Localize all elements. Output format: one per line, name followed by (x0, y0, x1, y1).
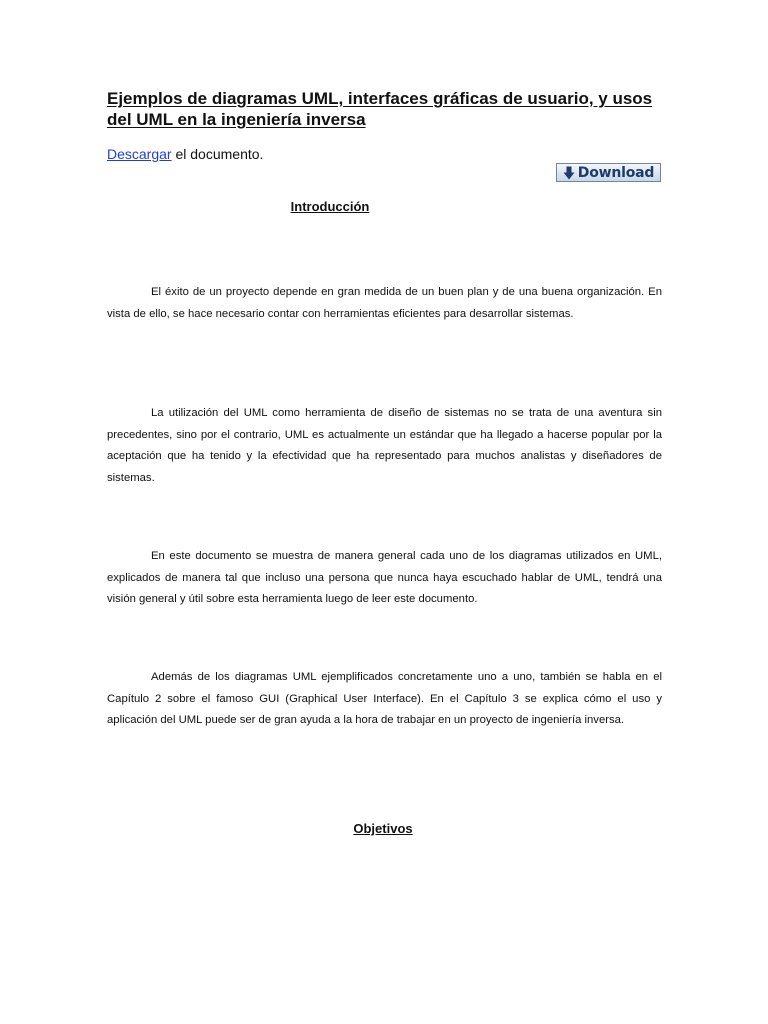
paragraph-3: En este documento se muestra de manera general cada uno de los diagramas utilizados en UML, explicados de manera tal que incluso una persona que nunca haya escuchado hablar de UML, tendrá una visión general y útil sobre esta herramienta luego de leer este documento. (107, 550, 662, 605)
section-heading-objetivos: Objetivos (353, 821, 413, 836)
paragraph-2: La utilización del UML como herramienta de diseño de sistemas no se trata de una aventura sin precedentes, sino por el contrario, UML es actualmente un estándar que ha llegado a hacerse popular por la aceptación que ha tenido y la efectividad que ha representado para muchos analistas y diseñadores de sistemas. (107, 407, 662, 484)
document-title: Ejemplos de diagramas UML, interfaces gráficas de usuario, y usos del UML en la ingeniería inversa (107, 89, 653, 129)
download-button[interactable] (556, 163, 661, 182)
download-line (107, 145, 263, 163)
paragraph-4: Además de los diagramas UML ejemplificados concretamente uno a uno, también se habla en el Capítulo 2 sobre el famoso GUI (Graphical User Interface). En el Capítulo 3 se explica cómo el uso y aplicación del UML puede ser de gran ayuda a la hora de trabajar en un proyecto de ingeniería inversa. (107, 671, 662, 726)
section-heading-introduccion: Introducción (290, 199, 370, 214)
download-button-label: Download (577, 164, 655, 181)
download-line-suffix: el documento. (171, 146, 264, 162)
paragraph-1: El éxito de un proyecto depende en gran medida de un buen plan y de una buena organización. En vista de ello, se hace necesario contar con herramientas eficientes para desarrollar sistemas. (107, 286, 662, 320)
download-arrow-icon (563, 166, 575, 180)
download-link[interactable]: Descargar (107, 146, 172, 162)
